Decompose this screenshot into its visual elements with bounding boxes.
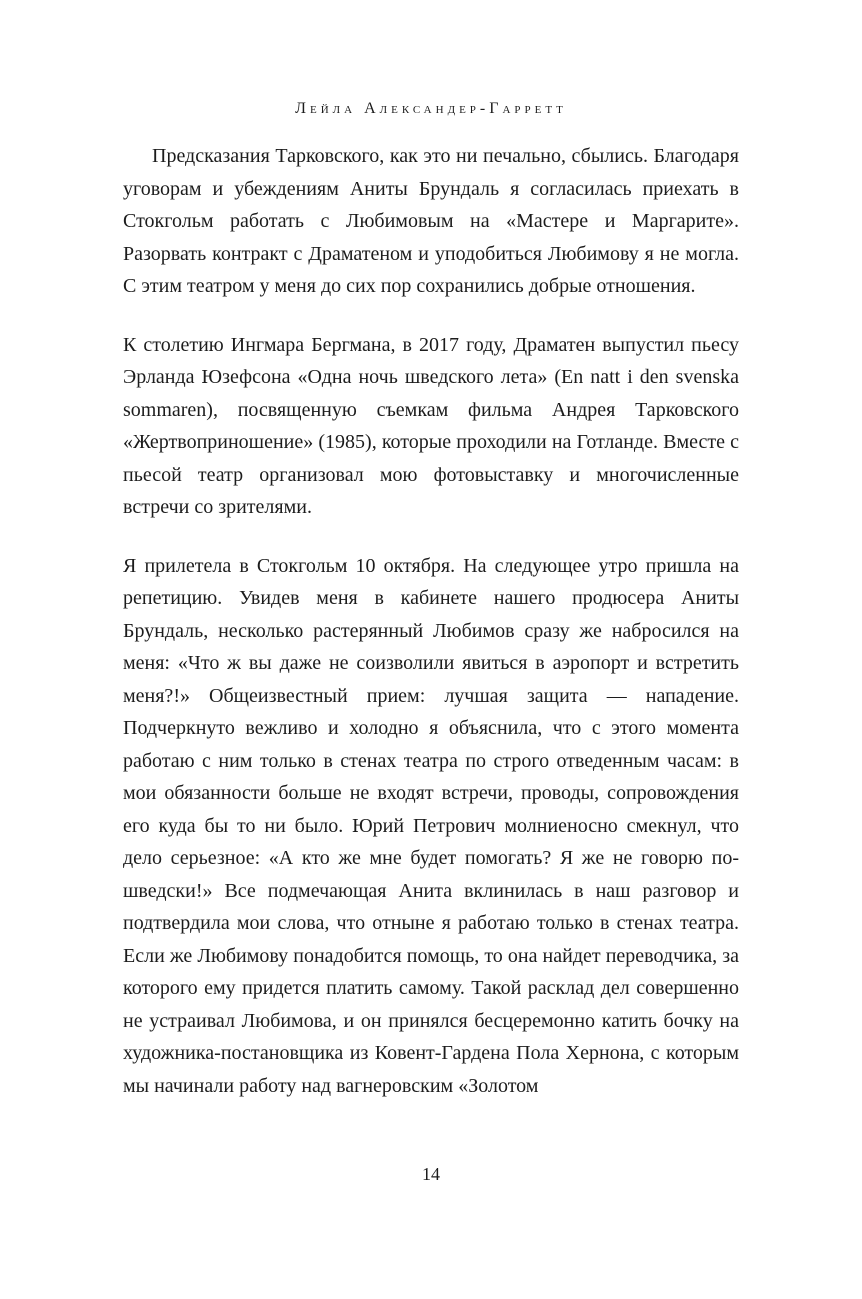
paragraph: К столетию Ингмара Бергмана, в 2017 году, Драматен выпустил пьесу Эрланда Юзефсона «Одна ночь шведского лета» (En natt i den svenska sommaren), посвященную съемкам фильма Андрея Тарковского «Жертвоприношение» (1985), которые проходили на Готланде. Вместе с пьесой театр организовал мою фотовыставку и многочисленные встречи со зрителями.: [123, 333, 739, 518]
paragraph: Я прилетела в Стокгольм 10 октября. На следующее утро пришла на репетицию. Увидев меня в кабинете нашего продюсера Аниты Брундаль, несколько растерянный Любимов сразу же набросился на меня: «Что ж вы даже не соизволили явиться в аэропорт и встретить меня?!» Общеизвестный прием: лучшая защита — нападение. Подчеркнуто вежливо и холодно я объяснила, что с этого момента работаю с ним только в стенах театра по строго отведенным часам: в мои обязанности больше не входят встречи, проводы, сопровождения его куда бы то ни было. Юрий Петрович молниеносно смекнул, что дело серьезное: «А кто же мне будет помогать? Я же не говорю по-шведски!» Все подмечающая Анита вклинилась в наш разговор и подтвердила мои слова, что отныне я работаю только в стенах театра. Если же Любимову понадобится помощь, то она найдет переводчика, за которого ему придется платить самому. Такой расклад дел совершенно не устраивал Любимова, и он принялся бесцеремонно катить бочку на художника-постановщика из Ковент-Гардена Пола Хернона, с которым мы начинали работу над вагнеровским «Золотом: [123, 554, 739, 1097]
running-header: Лейла Александер-Гарретт: [295, 100, 567, 117]
page-body: [123, 140, 739, 1102]
page-number: 14: [422, 1164, 440, 1184]
paragraph: Предсказания Тарковского, как это ни печально, сбылись. Благодаря уговорам и убеждениям Аниты Брундаль я согласилась приехать в Стокгольм работать с Любимовым на «Мастере и Маргарите». Разорвать контракт с Драматеном и уподобиться Любимову я не могла. С этим театром у меня до сих пор сохранились добрые отношения.: [123, 145, 739, 297]
